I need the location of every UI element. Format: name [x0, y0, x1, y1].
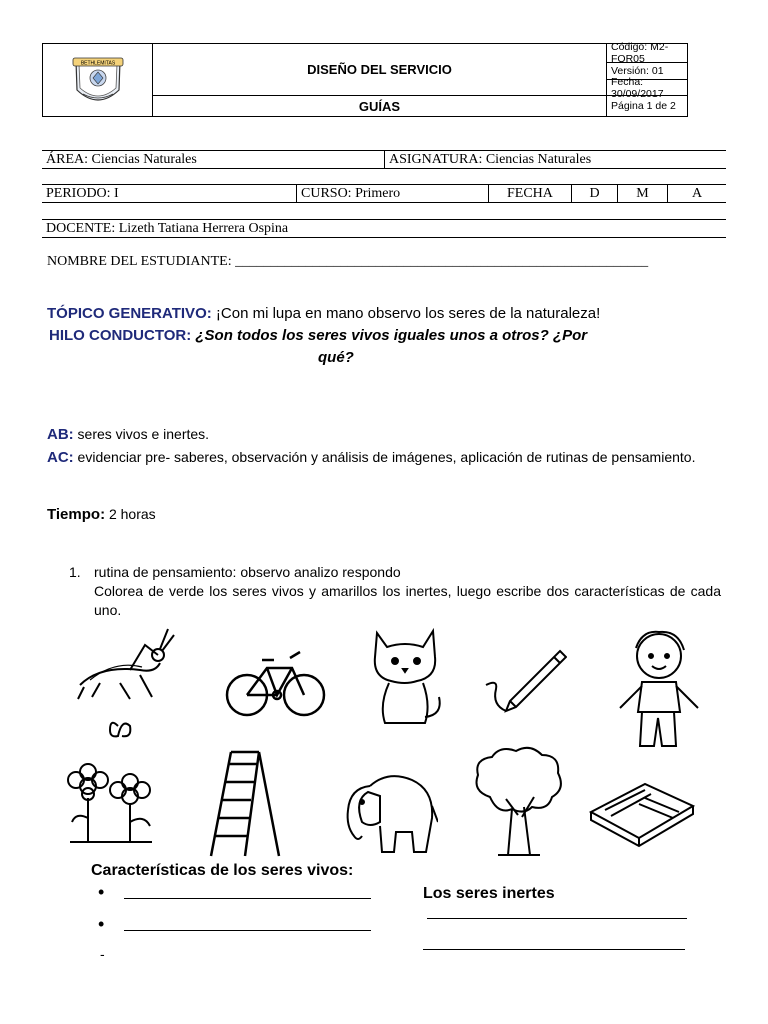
document-version: Versión: 01 — [607, 63, 687, 80]
ab-text: seres vivos e inertes. — [73, 426, 210, 442]
vivos-answer-line-2[interactable] — [124, 930, 371, 931]
bullet-2: • — [98, 914, 105, 934]
student-name-field[interactable]: NOMBRE DEL ESTUDIANTE: ___________________________________________________________ — [47, 254, 649, 269]
area-field: ÁREA: Ciencias Naturales — [46, 151, 197, 167]
vivos-answer-line-1[interactable] — [124, 898, 371, 899]
tree-icon — [468, 745, 568, 863]
inertes-title: Los seres inertes — [423, 885, 555, 902]
ladder-icon — [205, 748, 283, 860]
child-icon — [612, 628, 707, 758]
fecha-month: M — [617, 185, 667, 202]
vivos-title: Características de los seres vivos: — [91, 862, 354, 879]
area-row — [42, 150, 726, 169]
bicycle-icon — [222, 640, 327, 720]
ac-label: AC: — [47, 449, 74, 466]
document-date: Fecha: 30/09/2017 — [607, 80, 687, 96]
topico-label: TÓPICO GENERATIVO: — [47, 305, 212, 322]
curso-field: CURSO: Primero — [296, 185, 488, 202]
document-subtitle: GUÍAS — [153, 96, 607, 116]
dash-3: - — [100, 946, 105, 962]
document-header — [42, 43, 688, 117]
book-icon — [585, 778, 697, 848]
tiempo-section — [47, 506, 156, 523]
tiempo-label: Tiempo: — [47, 506, 106, 523]
fecha-day: D — [571, 185, 617, 202]
tiempo-text: 2 horas — [105, 506, 156, 522]
activity-title: rutina de pensamiento: observo analizo respondo — [94, 564, 401, 580]
hilo-label: HILO CONDUCTOR: — [49, 327, 192, 344]
hilo-conductor — [49, 327, 587, 344]
activity-instructions: Colorea de verde los seres vivos y amarillos los inertes, luego escribe dos características de cada uno. — [94, 583, 721, 618]
topico-generativo — [47, 305, 600, 322]
bullet-1: • — [98, 882, 105, 902]
docente-field: DOCENTE: Lizeth Tatiana Herrera Ospina — [46, 220, 289, 236]
docente-row — [42, 219, 726, 238]
hilo-question: ¿Son todos los seres vivos iguales unos a otros? ¿Por — [191, 327, 588, 344]
school-crest-logo — [43, 44, 153, 116]
inertes-answer-line-2[interactable] — [423, 949, 685, 950]
inertes-answer-line-1[interactable] — [427, 918, 687, 919]
ab-label: AB: — [47, 426, 74, 443]
document-page: Página 1 de 2 — [611, 100, 676, 112]
document-title: DISEÑO DEL SERVICIO — [153, 44, 607, 96]
ab-section — [47, 426, 209, 443]
ac-text: evidenciar pre- saberes, observación y análisis de imágenes, aplicación de rutinas de pensamiento. — [73, 449, 696, 465]
svg-text:BETHLEMITAS: BETHLEMITAS — [80, 60, 116, 67]
asignatura-field: ASIGNATURA: Ciencias Naturales — [384, 151, 726, 168]
fecha-label: FECHA — [488, 185, 571, 202]
flowers-butterfly-icon — [66, 718, 156, 848]
periodo-field: PERIODO: I — [46, 185, 119, 201]
fecha-year: A — [667, 185, 726, 202]
periodo-row — [42, 184, 726, 203]
hilo-question-cont: qué? — [318, 349, 354, 366]
document-code: Código: M2- FOR05 — [607, 44, 687, 63]
elephant-icon — [340, 766, 438, 856]
logo-cell — [43, 44, 153, 116]
cat-icon — [365, 625, 445, 730]
activity-number: 1. — [69, 564, 81, 580]
topico-text: ¡Con mi lupa en mano observo los seres de la naturaleza! — [211, 305, 601, 322]
pencil-icon — [482, 645, 567, 717]
grasshopper-icon — [70, 625, 175, 705]
ac-section — [47, 447, 721, 468]
